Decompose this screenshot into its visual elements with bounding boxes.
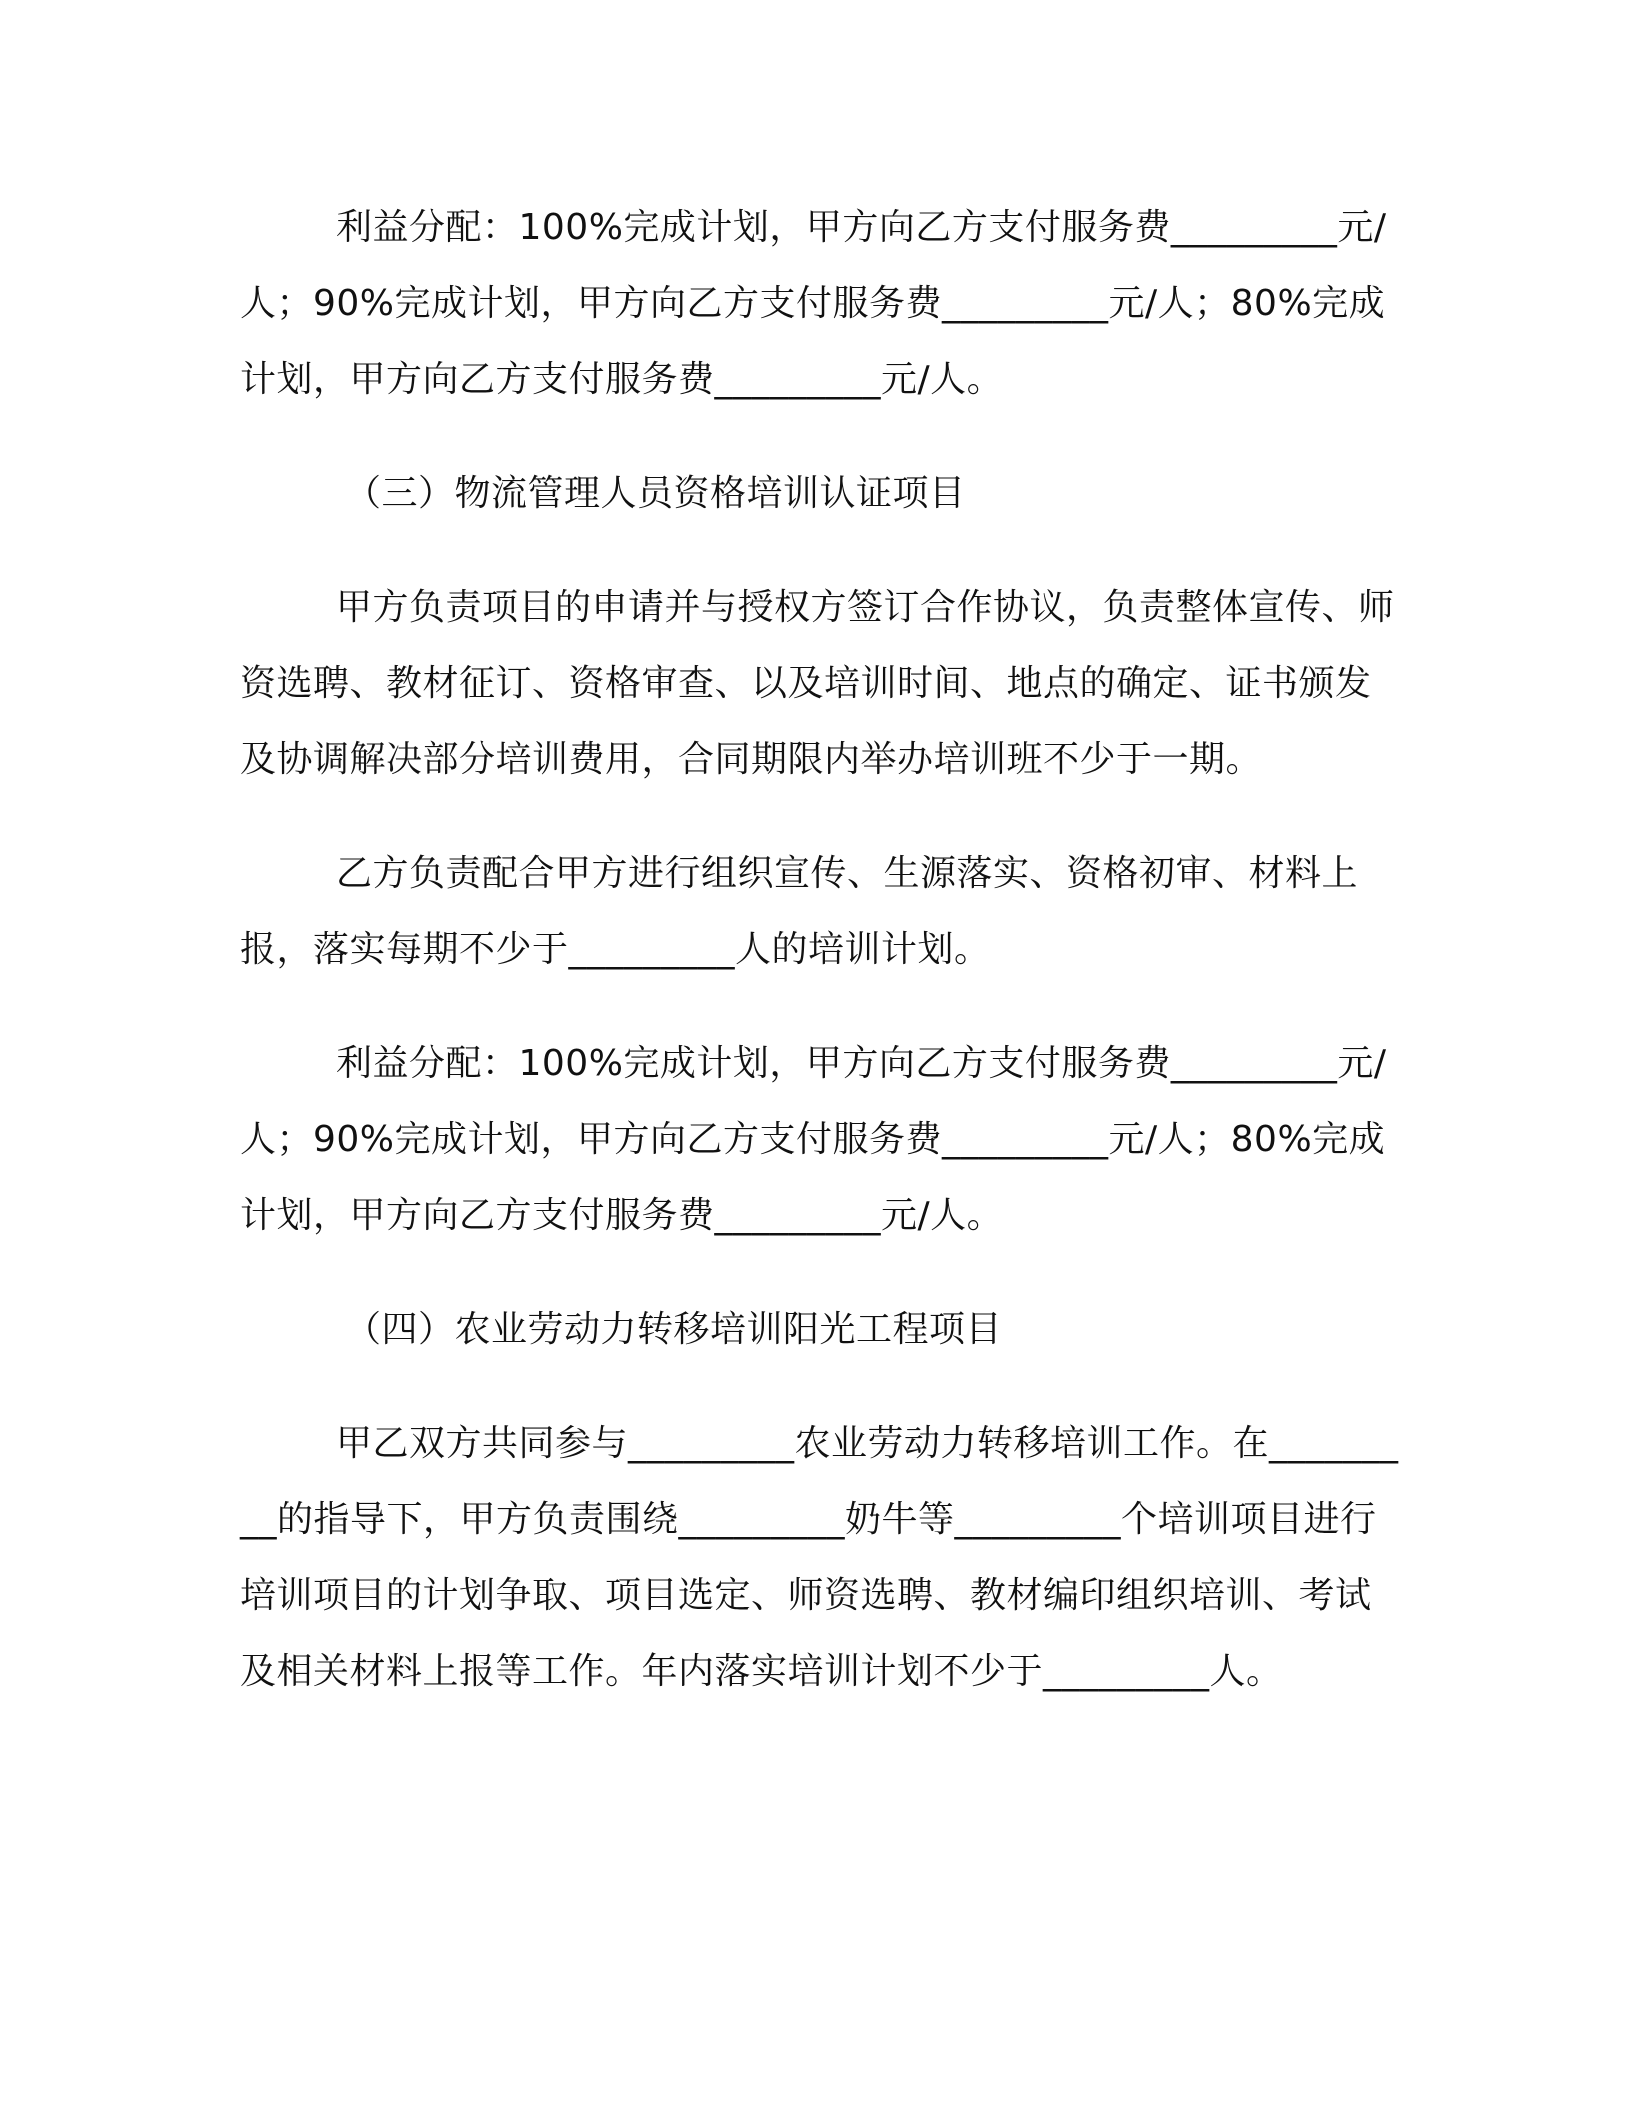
- document-body: [240, 190, 1400, 1748]
- section-heading-3: （三）物流管理人员资格培训认证项目: [345, 473, 966, 514]
- profit-distribution-paragraph-2: 利益分配：100%完成计划，甲方向乙方支付服务费_________元/人；90%完成计划，甲方向乙方支付服务费_________元/人；80%完成计划，甲方向乙方支付服务费_________元/人。: [240, 1043, 1387, 1236]
- party-a-responsibility-paragraph: 甲方负责项目的申请并与授权方签订合作协议，负责整体宣传、师资选聘、教材征订、资格审查、以及培训时间、地点的确定、证书颁发及协调解决部分培训费用，合同期限内举办培训班不少于一期。: [240, 587, 1395, 780]
- profit-distribution-paragraph-1: 利益分配：100%完成计划，甲方向乙方支付服务费_________元/人；90%完成计划，甲方向乙方支付服务费_________元/人；80%完成计划，甲方向乙方支付服务费_________元/人。: [240, 207, 1387, 400]
- party-b-responsibility-paragraph: 乙方负责配合甲方进行组织宣传、生源落实、资格初审、材料上报，落实每期不少于_________人的培训计划。: [240, 853, 1359, 970]
- joint-participation-paragraph: 甲乙双方共同参与_________农业劳动力转移培训工作。在_________的指导下，甲方负责围绕_________奶牛等_________个培训项目进行培训项目的计划争取、项目选定、师资选聘、教材编印组织培训、考试及相关材料上报等工作。年内落实培训计划不少于_________人。: [240, 1423, 1399, 1692]
- section-heading-4: （四）农业劳动力转移培训阳光工程项目: [345, 1309, 1003, 1350]
